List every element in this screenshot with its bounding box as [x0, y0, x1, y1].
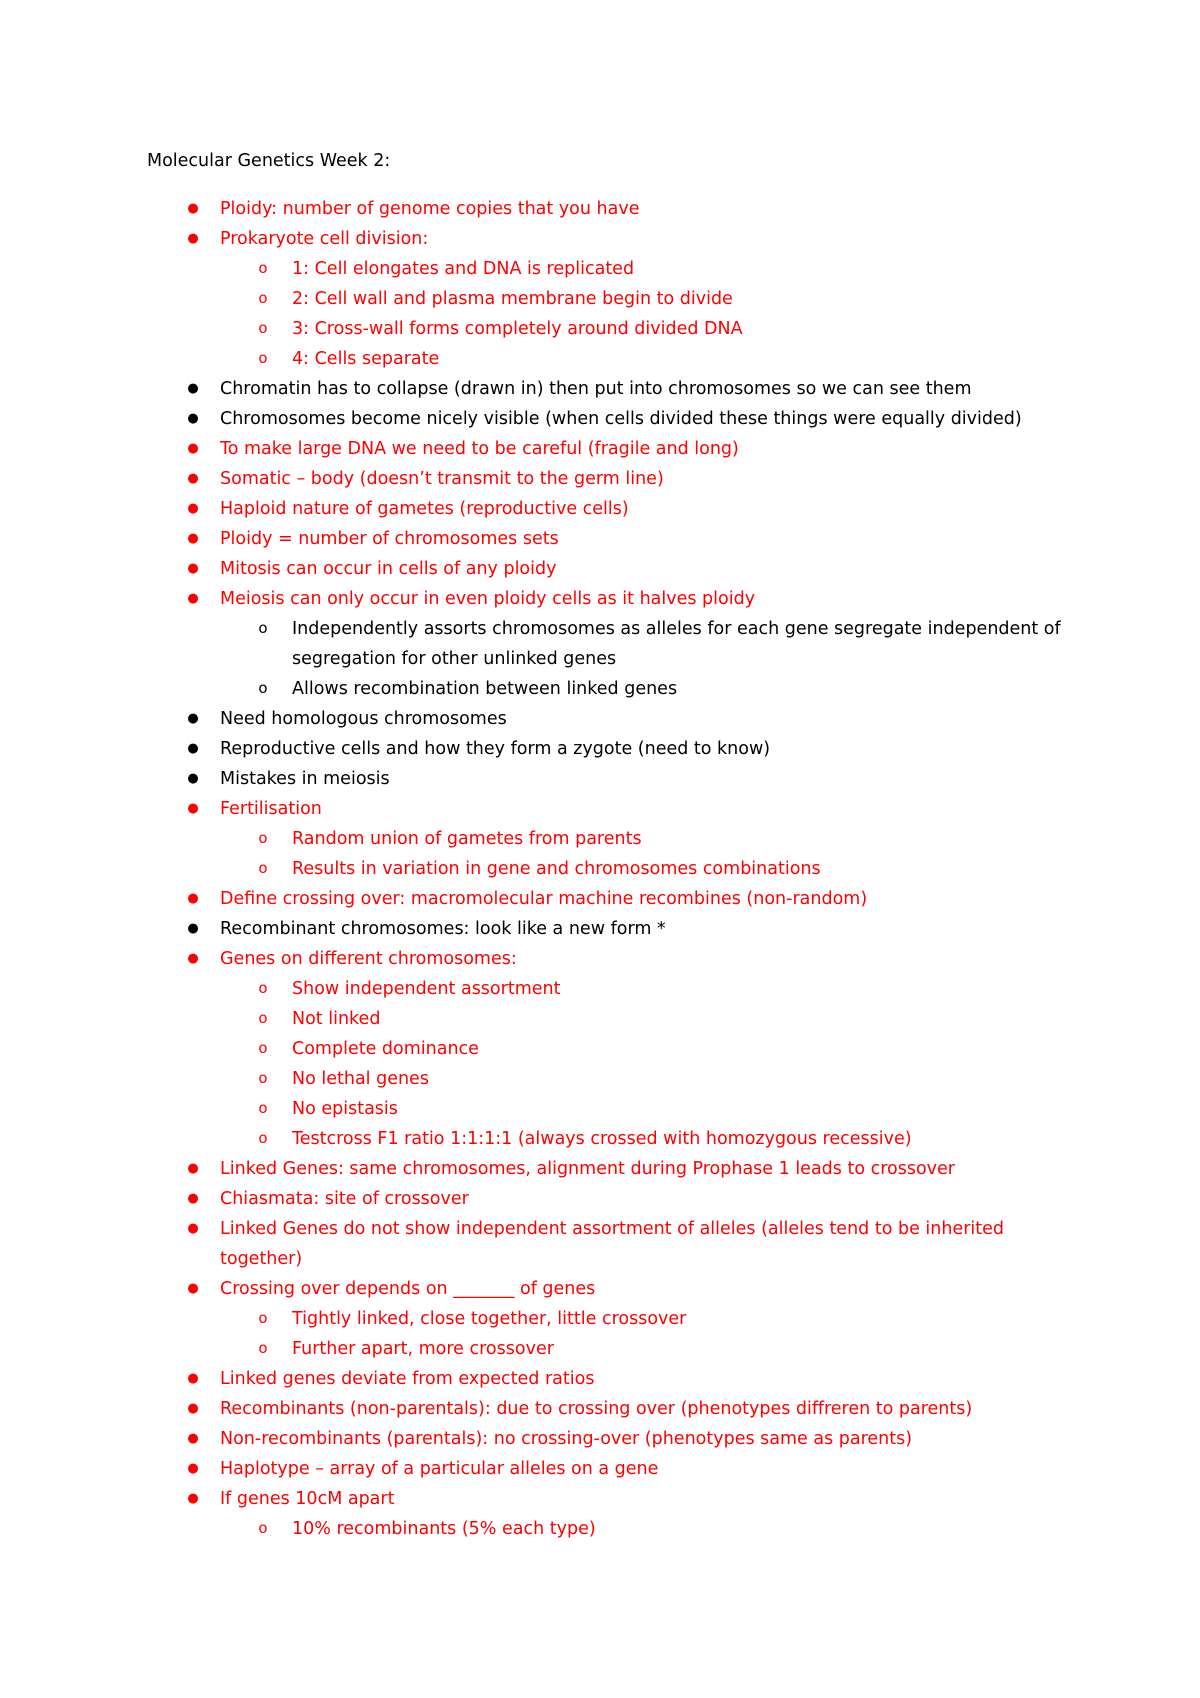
- bullet-item: [147, 554, 1077, 584]
- item-text: Tightly linked, close together, little crossover: [292, 1309, 687, 1329]
- item-text: Chromatin has to collapse (drawn in) then put into chromosomes so we can see them: [220, 379, 972, 399]
- bullet-item: [147, 1424, 1077, 1454]
- bullet-item: [147, 1484, 1077, 1514]
- sub-bullet-icon: o: [258, 319, 268, 337]
- item-text: No lethal genes: [292, 1069, 429, 1089]
- item-text: No epistasis: [292, 1099, 398, 1119]
- item-text: 1: Cell elongates and DNA is replicated: [292, 259, 635, 279]
- bullet-item: [147, 374, 1077, 404]
- item-text: Crossing over depends on _______ of genes: [220, 1279, 596, 1299]
- bullet-icon: ●: [187, 381, 199, 396]
- sub-bullet-icon: o: [258, 1039, 268, 1057]
- bullet-icon: ●: [187, 471, 199, 486]
- sub-bullet-item: [147, 1334, 1077, 1364]
- bullet-item: [147, 1394, 1077, 1424]
- sub-bullet-item: [147, 1004, 1077, 1034]
- sub-bullet-item: [147, 1514, 1077, 1544]
- sub-bullet-icon: o: [258, 289, 268, 307]
- item-text: Linked Genes: same chromosomes, alignment during Prophase 1 leads to crossover: [220, 1159, 955, 1179]
- bullet-icon: ●: [187, 1371, 199, 1386]
- bullet-item: [147, 404, 1077, 434]
- item-text: Chiasmata: site of crossover: [220, 1189, 469, 1209]
- sub-bullet-icon: o: [258, 979, 268, 997]
- item-text: 3: Cross-wall forms completely around divided DNA: [292, 319, 743, 339]
- bullet-item: [147, 584, 1077, 614]
- bullet-item: [147, 1364, 1077, 1394]
- item-text: Ploidy: number of genome copies that you have: [220, 199, 640, 219]
- sub-bullet-item: [147, 1064, 1077, 1094]
- bullet-icon: ●: [187, 921, 199, 936]
- bullet-item: [147, 1214, 1077, 1274]
- sub-bullet-icon: o: [258, 1129, 268, 1147]
- sub-bullet-item: [147, 314, 1077, 344]
- bullet-icon: ●: [187, 231, 199, 246]
- item-text: Need homologous chromosomes: [220, 709, 507, 729]
- sub-bullet-icon: o: [258, 1009, 268, 1027]
- bullet-icon: ●: [187, 1401, 199, 1416]
- item-text: Ploidy = number of chromosomes sets: [220, 529, 559, 549]
- bullet-item: [147, 884, 1077, 914]
- sub-bullet-item: [147, 824, 1077, 854]
- notes-list: [147, 194, 1077, 1544]
- bullet-icon: ●: [187, 951, 199, 966]
- item-text: Random union of gametes from parents: [292, 829, 642, 849]
- bullet-icon: ●: [187, 711, 199, 726]
- item-text: If genes 10cM apart: [220, 1489, 395, 1509]
- bullet-item: [147, 794, 1077, 824]
- bullet-item: [147, 1454, 1077, 1484]
- bullet-item: [147, 1184, 1077, 1214]
- bullet-icon: ●: [187, 891, 199, 906]
- item-text: Fertilisation: [220, 799, 322, 819]
- item-text: Recombinant chromosomes: look like a new form *: [220, 919, 666, 939]
- item-text: Testcross F1 ratio 1:1:1:1 (always crossed with homozygous recessive): [292, 1129, 912, 1149]
- sub-bullet-icon: o: [258, 1099, 268, 1117]
- item-text: 10% recombinants (5% each type): [292, 1519, 596, 1539]
- item-text: Independently assorts chromosomes as alleles for each gene segregate independent of segregation for other unlinked genes: [292, 619, 1061, 669]
- item-text: Linked Genes do not show independent assortment of alleles (alleles tend to be inherited together): [220, 1219, 1005, 1269]
- sub-bullet-icon: o: [258, 349, 268, 367]
- sub-bullet-icon: o: [258, 1069, 268, 1087]
- bullet-icon: ●: [187, 1491, 199, 1506]
- bullet-item: [147, 524, 1077, 554]
- item-text: Mitosis can occur in cells of any ploidy: [220, 559, 557, 579]
- bullet-item: [147, 914, 1077, 944]
- bullet-item: [147, 704, 1077, 734]
- item-text: Define crossing over: macromolecular machine recombines (non-random): [220, 889, 868, 909]
- item-text: Recombinants (non-parentals): due to crossing over (phenotypes diffreren to parents): [220, 1399, 973, 1419]
- sub-bullet-icon: o: [258, 1339, 268, 1357]
- bullet-item: [147, 494, 1077, 524]
- bullet-icon: ●: [187, 741, 199, 756]
- bullet-item: [147, 944, 1077, 974]
- item-text: 2: Cell wall and plasma membrane begin to divide: [292, 289, 733, 309]
- bullet-icon: ●: [187, 411, 199, 426]
- sub-bullet-item: [147, 254, 1077, 284]
- sub-bullet-icon: o: [258, 679, 268, 697]
- item-text: Somatic – body (doesn’t transmit to the germ line): [220, 469, 664, 489]
- sub-bullet-icon: o: [258, 1519, 268, 1537]
- item-text: Reproductive cells and how they form a zygote (need to know): [220, 739, 771, 759]
- bullet-icon: ●: [187, 1431, 199, 1446]
- item-text: Genes on different chromosomes:: [220, 949, 517, 969]
- sub-bullet-icon: o: [258, 859, 268, 877]
- bullet-icon: ●: [187, 201, 199, 216]
- bullet-icon: ●: [187, 561, 199, 576]
- sub-bullet-item: [147, 674, 1077, 704]
- item-text: Further apart, more crossover: [292, 1339, 554, 1359]
- sub-bullet-item: [147, 284, 1077, 314]
- item-text: Not linked: [292, 1009, 381, 1029]
- sub-bullet-icon: o: [258, 1309, 268, 1327]
- bullet-item: [147, 434, 1077, 464]
- item-text: To make large DNA we need to be careful (fragile and long): [220, 439, 739, 459]
- bullet-item: [147, 734, 1077, 764]
- item-text: Prokaryote cell division:: [220, 229, 429, 249]
- sub-bullet-item: [147, 854, 1077, 884]
- sub-bullet-item: [147, 614, 1077, 674]
- item-text: Chromosomes become nicely visible (when cells divided these things were equally divided): [220, 409, 1022, 429]
- sub-bullet-item: [147, 1094, 1077, 1124]
- sub-bullet-icon: o: [258, 829, 268, 847]
- item-text: Results in variation in gene and chromosomes combinations: [292, 859, 821, 879]
- item-text: Mistakes in meiosis: [220, 769, 390, 789]
- bullet-item: [147, 224, 1077, 254]
- sub-bullet-icon: o: [258, 259, 268, 277]
- item-text: Haplotype – array of a particular alleles on a gene: [220, 1459, 659, 1479]
- item-text: 4: Cells separate: [292, 349, 440, 369]
- sub-bullet-item: [147, 1124, 1077, 1154]
- bullet-icon: ●: [187, 1281, 199, 1296]
- document-title: Molecular Genetics Week 2:: [147, 151, 391, 171]
- item-text: Show independent assortment: [292, 979, 561, 999]
- bullet-item: [147, 194, 1077, 224]
- sub-bullet-item: [147, 1034, 1077, 1064]
- sub-bullet-item: [147, 1304, 1077, 1334]
- item-text: Complete dominance: [292, 1039, 479, 1059]
- bullet-icon: ●: [187, 771, 199, 786]
- bullet-item: [147, 1154, 1077, 1184]
- sub-bullet-item: [147, 344, 1077, 374]
- bullet-icon: ●: [187, 1191, 199, 1206]
- item-text: Meiosis can only occur in even ploidy cells as it halves ploidy: [220, 589, 756, 609]
- bullet-icon: ●: [187, 1161, 199, 1176]
- bullet-icon: ●: [187, 501, 199, 516]
- bullet-icon: ●: [187, 1221, 199, 1236]
- sub-bullet-item: [147, 974, 1077, 1004]
- item-text: Allows recombination between linked genes: [292, 679, 678, 699]
- bullet-icon: ●: [187, 531, 199, 546]
- bullet-item: [147, 1274, 1077, 1304]
- item-text: Non-recombinants (parentals): no crossing-over (phenotypes same as parents): [220, 1429, 913, 1449]
- sub-bullet-icon: o: [258, 619, 268, 637]
- bullet-icon: ●: [187, 1461, 199, 1476]
- bullet-icon: ●: [187, 591, 199, 606]
- item-text: Linked genes deviate from expected ratios: [220, 1369, 595, 1389]
- bullet-item: [147, 464, 1077, 494]
- item-text: Haploid nature of gametes (reproductive cells): [220, 499, 629, 519]
- bullet-icon: ●: [187, 801, 199, 816]
- document-body: [147, 146, 1077, 1544]
- bullet-item: [147, 764, 1077, 794]
- bullet-icon: ●: [187, 441, 199, 456]
